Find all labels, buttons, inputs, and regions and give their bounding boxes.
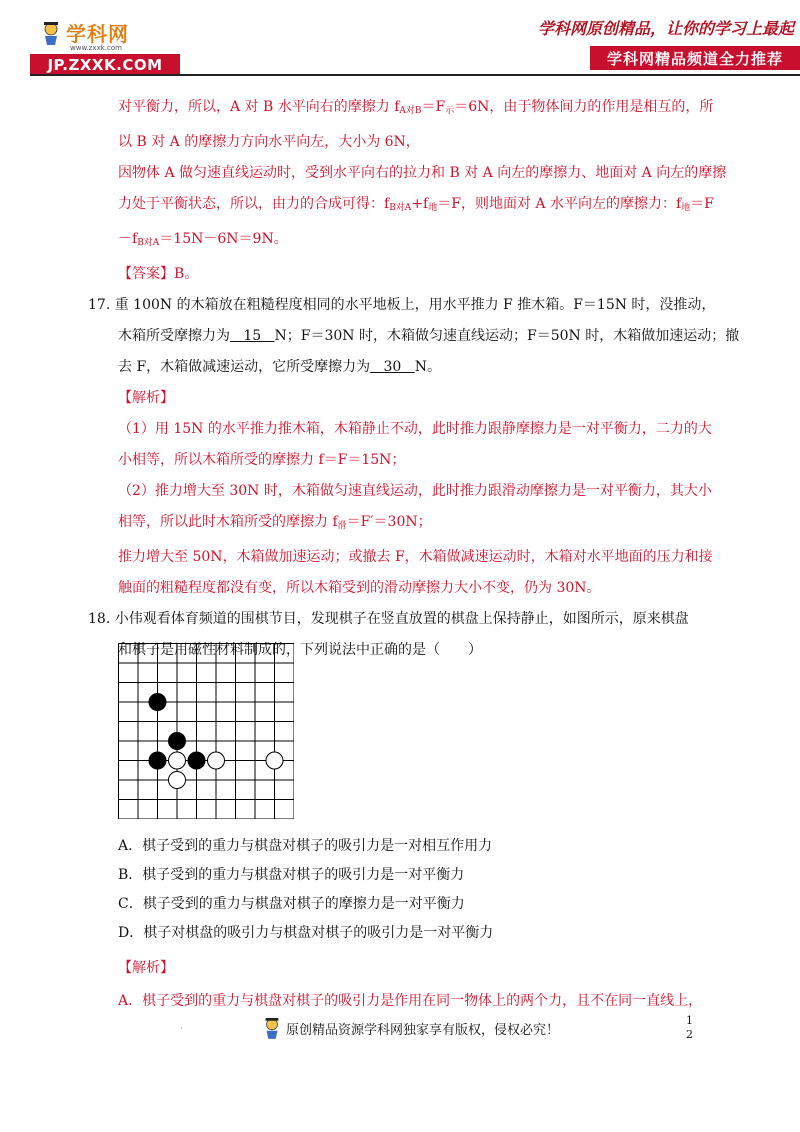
white-stone bbox=[266, 752, 283, 769]
go-board-figure bbox=[118, 643, 294, 819]
brand-logo[interactable] bbox=[30, 14, 190, 74]
answer-blank: 15 bbox=[230, 328, 275, 344]
analysis-line: 以 B 对 A 的摩擦力方向水平向左，大小为 6N， bbox=[118, 134, 420, 150]
question-17-stem: 木箱所受摩擦力为 15 N；F＝30N 时，木箱做匀速直线运动；F＝50N 时，木箱做加速运动；撤 bbox=[118, 328, 740, 344]
analysis-line: 力处于平衡状态，所以，由力的合成可得：$f_{B对A}+f_地=F$，则地面对 A 水平向左的摩擦力：$f_地=F$ bbox=[118, 196, 714, 213]
black-stone bbox=[188, 752, 205, 769]
header-divider bbox=[30, 74, 800, 76]
white-stone bbox=[169, 772, 186, 789]
analysis-line: （1）用 15N 的水平推力推木箱，木箱静止不动，此时推力跟静摩擦力是一对平衡力，二力的大 bbox=[118, 421, 712, 437]
page-number: 1 2 bbox=[686, 1014, 693, 1041]
option-a: A．棋子受到的重力与棋盘对棋子的吸引力是一对相互作用力 bbox=[118, 838, 493, 854]
header-slogan-bar: 学科网精品频道全力推荐 bbox=[590, 46, 800, 70]
footer bbox=[262, 1016, 559, 1040]
question-18-stem: 18. 小伟观看体育频道的围棋节目，发现棋子在竖直放置的棋盘上保持静止，如图所示，原来棋盘 bbox=[88, 611, 689, 627]
question-number: 17. bbox=[88, 297, 111, 313]
logo-domain-bar: JP.ZXXK.COM bbox=[30, 54, 180, 76]
analysis-line: 推力增大至 50N，木箱做加速运动；或撤去 F，木箱做减速运动时，木箱对水平地面的压力和接 bbox=[118, 549, 713, 565]
mascot-icon bbox=[40, 20, 62, 46]
analysis-line: A．棋子受到的重力与棋盘对棋子的吸引力是作用在同一物体上的两个力，且不在同一直线上， bbox=[118, 993, 703, 1009]
question-18-options bbox=[118, 832, 493, 948]
mascot-icon bbox=[262, 1016, 282, 1040]
question-18-analysis bbox=[118, 952, 702, 1018]
analysis-heading: 【解析】 bbox=[118, 960, 174, 976]
analysis-line: 小相等，所以木箱所受的摩擦力 f＝F＝15N； bbox=[118, 452, 406, 468]
white-stone bbox=[208, 752, 225, 769]
white-stone bbox=[169, 752, 186, 769]
question-18-stem: 和棋子是用磁性材料制成的，下列说法中正确的是（ ） bbox=[118, 642, 482, 658]
answer-blank: 30 bbox=[370, 359, 415, 375]
analysis-line: （2）推力增大至 30N 时，木箱做匀速直线运动，此时推力跟滑动摩擦力是一对平衡力，其大小 bbox=[118, 483, 712, 499]
analysis-line: 因物体 A 做匀速直线运动时，受到水平向右的拉力和 B 对 A 向左的摩擦力、地面对 A 向左的摩擦 bbox=[118, 165, 727, 181]
analysis-line: 对平衡力，所以，A 对 B 水平向右的摩擦力 $f_{A对B}=F_示=6N$，由于物体间力的作用是相互的，所 bbox=[118, 99, 714, 116]
option-c: C．棋子受到的重力与棋盘对棋子的摩擦力是一对平衡力 bbox=[118, 896, 465, 912]
logo-name: 学科网 bbox=[66, 22, 129, 46]
black-stone bbox=[149, 752, 166, 769]
analysis-heading: 【解析】 bbox=[118, 390, 174, 406]
black-stone bbox=[169, 733, 186, 750]
question-number: 18. bbox=[88, 611, 111, 627]
answer-label: 【答案】B。 bbox=[118, 266, 199, 282]
logo-url: www.zxxk.com bbox=[70, 44, 122, 52]
black-stone bbox=[149, 694, 166, 711]
analysis-line: 触面的粗糙程度都没有变，所以木箱受到的滑动摩擦力大小不变，仍为 30N。 bbox=[118, 580, 601, 596]
header-slogan: 学科网原创精品，让你的学习上最起 bbox=[537, 19, 794, 38]
question-17-stem: 去 F，木箱做减速运动，它所受摩擦力为 30 N。 bbox=[118, 359, 441, 375]
copyright-text: 原创精品资源学科网独家享有版权，侵权必究！ bbox=[286, 1022, 560, 1038]
question-17-stem: 17. 重 100N 的木箱放在粗糙程度相同的水平地板上，用水平推力 F 推木箱。F＝15N 时，没推动， bbox=[88, 297, 716, 313]
option-b: B．棋子受到的重力与棋盘对棋子的吸引力是一对平衡力 bbox=[118, 867, 465, 883]
analysis-line: $-f_{B对A}=15N-6N=9N$。 bbox=[118, 231, 288, 248]
analysis-line: 相等，所以此时木箱所受的摩擦力 $f_滑=F'=30N$； bbox=[118, 514, 432, 531]
option-d: D．棋子对棋盘的吸引力与棋盘对棋子的吸引力是一对平衡力 bbox=[118, 925, 494, 941]
page-content bbox=[88, 92, 740, 666]
